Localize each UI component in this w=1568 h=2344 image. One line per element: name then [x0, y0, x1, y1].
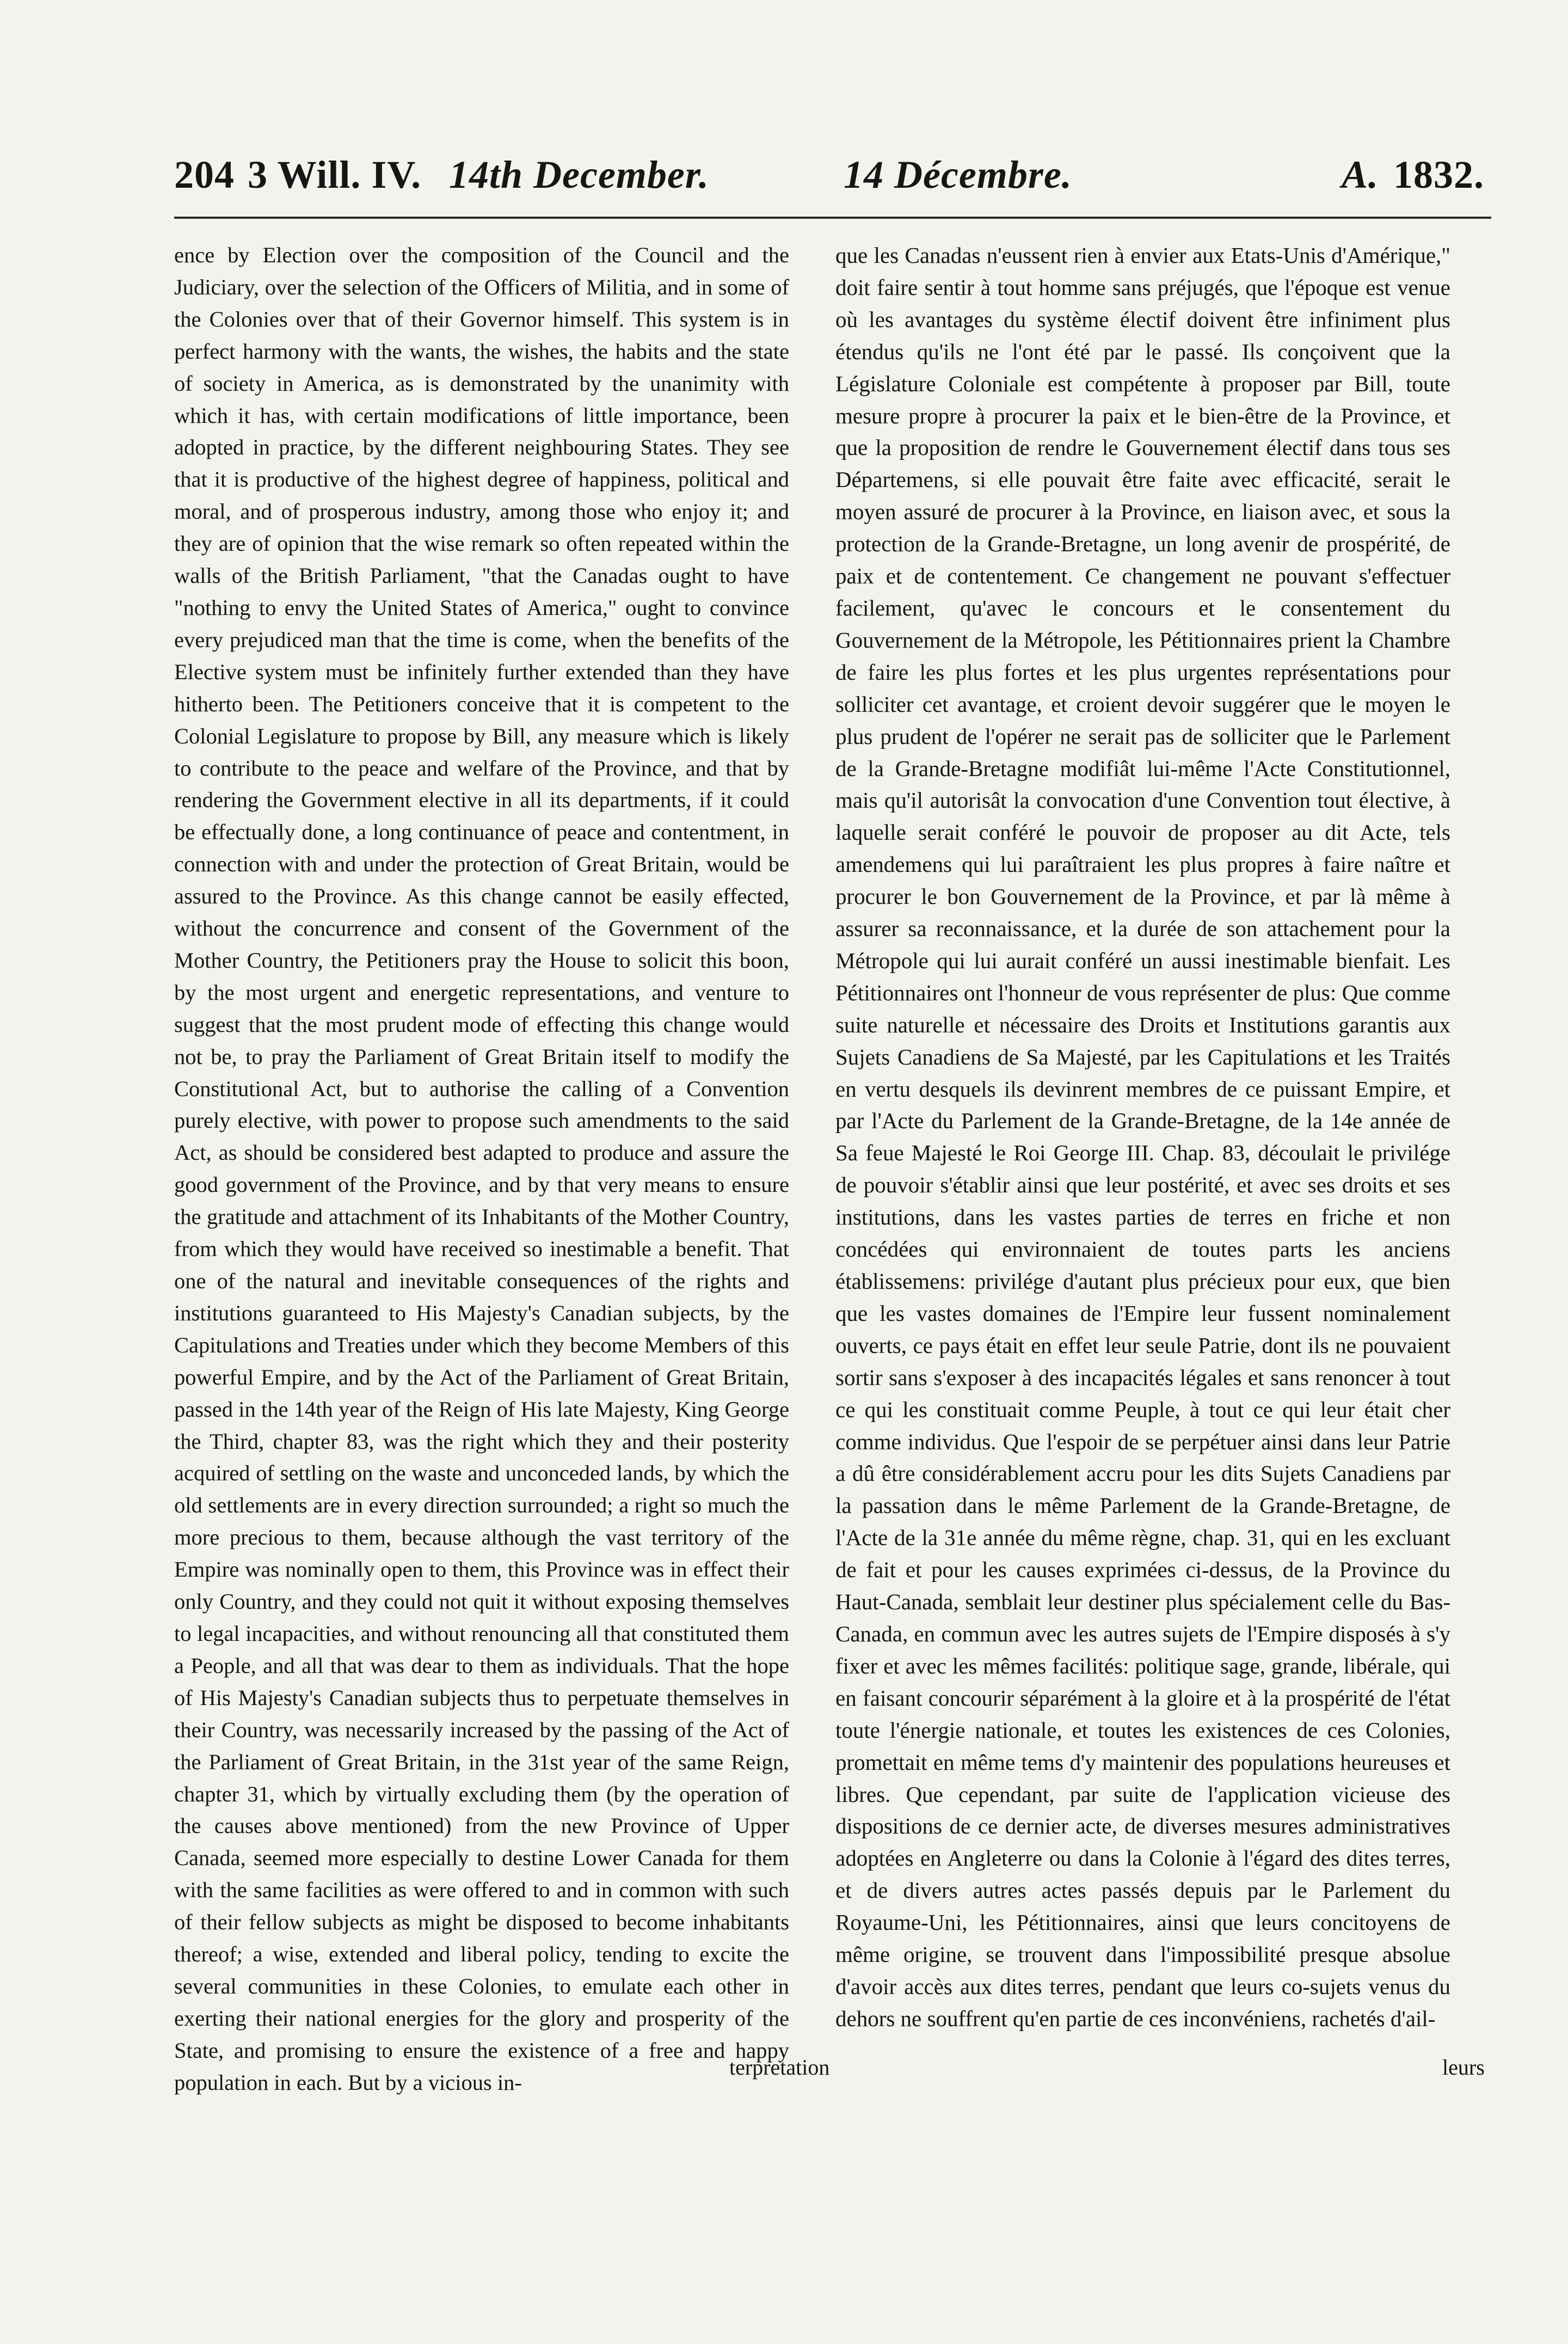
- french-text: que les Canadas n'eussent rien à envier aux Etats-Unis d'Amérique," doit faire sentir à tout homme sans préjugés, que l'époque est venue où les avantages du système électif doivent être infiniment plus étendus qu'ils ne l'ont été par le passé. Ils conçoivent que la Législature Coloniale est compétente à proposer par Bill, toute mesure propre à procurer la paix et le bien-être de la Province, et que la proposition de rendre le Gouvernement électif dans tous ses Départemens, si elle pouvait être faite avec efficacité, serait le moyen assuré de procurer à la Province, en liaison avec, et sous la protection de la Grande-Bretagne, un long avenir de prospérité, de paix et de contentement. Ce changement ne pouvant s'effectuer facilement, qu'avec le concours et le consentement du Gouvernement de la Métropole, les Pétitionnaires prient la Chambre de faire les plus fortes et les plus urgentes représentations pour solliciter cet avantage, et croient devoir suggérer que le moyen le plus prudent de l'opérer ne serait pas de solliciter que le Parlement de la Grande-Bretagne modifiât lui-même l'Acte Constitutionnel, mais qu'il autorisât la convocation d'une Convention tout élective, à laquelle serait conféré le pouvoir de proposer au dit Acte, tels amendemens qui lui paraîtraient les plus propres à faire naître et procurer le bon Gouvernement de la Province, et par là même à assurer sa reconnaissance, et la durée de son attachement pour la Métropole qui lui aurait conféré un aussi inestimable bienfait. Les Pétitionnaires ont l'honneur de vous représenter de plus: Que comme suite naturelle et nécessaire des Droits et Institutions garantis aux Sujets Canadiens de Sa Majesté, par les Capitulations et les Traités en vertu desquels ils devinrent membres de ce puissant Empire, et par l'Acte du Parlement de la Grande-Bretagne, de la 14e année de Sa feue Majesté le Roi George III. Chap. 83, découlait le privilége de pouvoir s'établir ainsi que leur postérité, et avec ses droits et ses institutions, dans les vastes parties de terres en friche et non concédées qui environnaient de toutes parts les anciens établissemens: privilége d'autant plus précieux pour eux, que bien que les vastes domaines de l'Empire leur fussent nominalement ouverts, ce pays était en effet leur seule Patrie, dont ils ne pouvaient sortir sans s'exposer à des incapacités légales et sans renoncer à tout ce qui les constituait comme Peuple, à tout ce qui leur était cher comme individus. Que l'espoir de se perpétuer ainsi dans leur Patrie a dû être considérablement accru pour les dits Sujets Canadiens par la passation dans le même Parlement de la Grande-Bretagne, de l'Acte de la 31e année du même règne, chap. 31, qui en les excluant de fait et pour les causes exprimées ci-dessus, de la Province du Haut-Canada, semblait leur destiner plus spécialement celle du Bas-Canada, en commun avec les autres sujets de l'Empire disposés à s'y fixer et avec les mêmes facilités: politique sage, grande, libérale, qui en faisant concourir séparément à la gloire et à la prospérité de l'état toute l'énergie nationale, et toutes les existences de ces Colonies, promettait en même tems d'y maintenir des populations heureuses et libres. Que cependant, par suite de l'application vicieuse des dispositions de ce dernier acte, de diverses mesures administratives adoptées en Angleterre ou dans la Colonie à l'égard des dites terres, et de divers autres actes passés depuis par le Parlement du Royaume-Uni, les Pétitionnaires, ainsi que leurs concitoyens de même origine, se trouvent dans l'impossibilité presque absolue d'avoir accès aux dites terres, pendant que leurs co-sujets venus du dehors ne souffrent qu'en partie de ces inconvéniens, rachetés d'ail-: [835, 243, 1450, 2031]
- column-french: [835, 239, 1450, 2052]
- regnal-year: 3 Will. IV.: [248, 153, 422, 196]
- catchword-english: terpretation: [729, 2055, 830, 2080]
- english-text: ence by Election over the composition of the Council and the Judiciary, over the selection of the Officers of Militia, and in some of the Colonies over that of their Governor himself. This system is in perfect harmony with the wants, the wishes, the habits and the state of society in America, as is demonstrated by the unanimity with which it has, with certain modifications of little importance, been adopted in practice, by the different neighbouring States. They see that it is productive of the highest degree of happiness, political and moral, and of prosperous industry, among those who enjoy it; and they are of opinion that the wise remark so often repeated within the walls of the British Parliament, "that the Canadas ought to have "nothing to envy the United States of America," ought to convince every prejudiced man that the time is come, when the benefits of the Elective system must be infinitely further extended than they have hitherto been. The Petitioners conceive that it is competent to the Colonial Legislature to propose by Bill, any measure which is likely to contribute to the peace and welfare of the Province, and that by rendering the Government elective in all its departments, if it could be effectually done, a long continuance of peace and contentment, in connection with and under the protection of Great Britain, would be assured to the Province. As this change cannot be easily effected, without the concurrence and consent of the Government of the Mother Country, the Petitioners pray the House to solicit this boon, by the most urgent and energetic representations, and venture to suggest that the most prudent mode of effecting this change would not be, to pray the Parliament of Great Britain itself to modify the Constitutional Act, but to authorise the calling of a Convention purely elective, with power to propose such amendments to the said Act, as should be considered best adapted to produce and assure the good government of the Province, and by that very means to ensure the gratitude and attachment of its Inhabitants of the Mother Country, from which they would have received so inestimable a benefit. That one of the natural and inevitable consequences of the rights and institutions guaranteed to His Majesty's Canadian subjects, by the Capitulations and Treaties under which they become Members of this powerful Empire, and by the Act of the Parliament of Great Britain, passed in the 14th year of the Reign of His late Majesty, King George the Third, chapter 83, was the right which they and their posterity acquired of settling on the waste and unconceded lands, by which the old settlements are in every direction surrounded; a right so much the more precious to them, because although the vast territory of the Empire was nominally open to them, this Province was in effect their only Country, and they could not quit it without exposing themselves to legal incapacities, and without renouncing all that constituted them a People, and all that was dear to them as individuals. That the hope of His Majesty's Canadian subjects thus to perpetuate themselves in their Country, was necessarily increased by the passing of the Act of the Parliament of Great Britain, in the 31st year of the same Reign, chapter 31, which by virtually excluding them (by the operation of the causes above mentioned) from the new Province of Upper Canada, seemed more especially to destine Lower Canada for them with the same facilities as were offered to and in common with such of their fellow subjects as might be disposed to become inhabitants thereof; a wise, extended and liberal policy, tending to excite the several communities in these Colonies, to emulate each other in exerting their national energies for the glory and prosperity of the State, and promising to ensure the existence of a free and happy population in each. But by a vicious in-: [174, 243, 789, 2095]
- page-number: 204: [174, 153, 235, 196]
- running-header: [174, 152, 1491, 207]
- date-french: 14 Décembre.: [844, 153, 1072, 196]
- year: 1832.: [1393, 153, 1484, 196]
- catchword-french: leurs: [1442, 2055, 1485, 2080]
- anno-label: A.: [1342, 153, 1379, 196]
- date-english: 14th December.: [449, 153, 709, 196]
- header-rule: [174, 217, 1491, 219]
